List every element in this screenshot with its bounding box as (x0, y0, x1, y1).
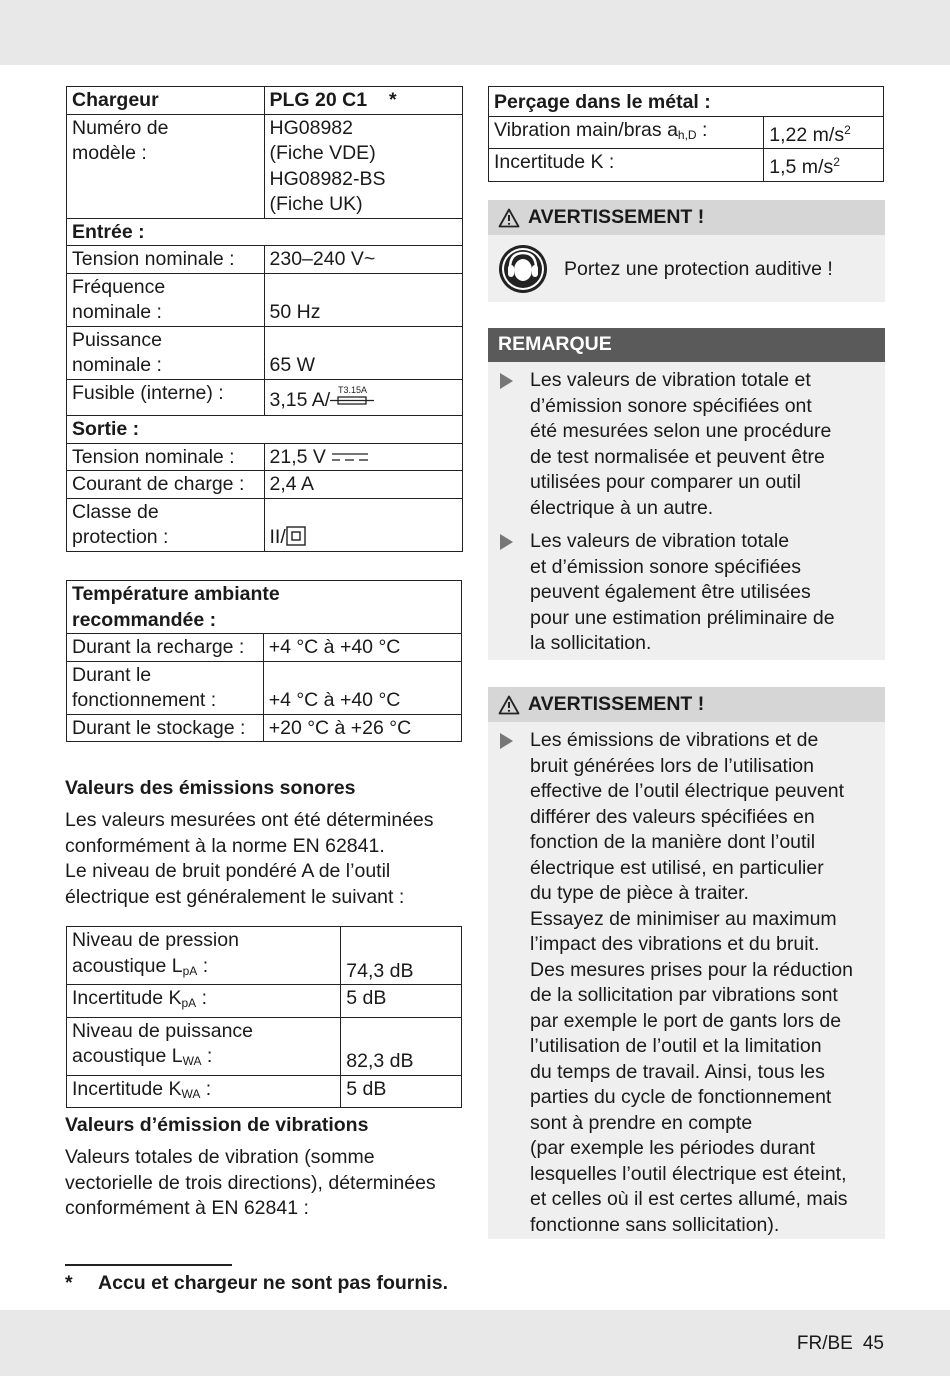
rated-voltage-label: Tension nominale : (67, 246, 265, 274)
label-line: Durant le (72, 663, 152, 686)
bullet-line: effective de l’outil électrique peuvent (530, 780, 845, 802)
power-label (67, 326, 265, 379)
warning-triangle-icon (498, 695, 520, 715)
noise-table (66, 926, 462, 1108)
paragraph-line: Le niveau de bruit pondéré A de l’outil (65, 860, 391, 883)
label-line: acoustique $L_{WA}$ : (72, 1045, 213, 1068)
label-line: nominale : (72, 301, 162, 323)
vibration-uncertainty-value (764, 149, 884, 182)
table-row (489, 116, 884, 149)
frequency-label (67, 273, 265, 326)
footnote-star: * (65, 1272, 73, 1294)
subscript: h,D (677, 127, 697, 142)
power-value: 65 W (264, 326, 463, 379)
model-value-line: (Fiche UK) (269, 193, 363, 215)
table-header-value (264, 87, 463, 115)
protection-label (67, 498, 265, 551)
bullet-line: et d’émission sonore spécifiées (530, 555, 801, 578)
table-row (67, 1017, 462, 1075)
footnote-marker: * (389, 89, 397, 111)
bullet-line: Les valeurs de vibration totale (530, 530, 790, 552)
storage-temp-label: Durant le stockage : (67, 714, 264, 742)
operation-temp-label (67, 661, 264, 714)
table-row (67, 114, 463, 218)
bullet-line: fonction de la manière dont l’outil (530, 831, 816, 853)
temperature-heading (67, 581, 462, 634)
subscript: WA (181, 1086, 201, 1101)
table-row (67, 714, 462, 742)
note-box (488, 328, 885, 660)
bullet-line: pour une estimation préliminaire de (530, 606, 835, 629)
vibration-section-text (65, 1145, 436, 1222)
table-row (67, 471, 463, 499)
vibration-uncertainty-label: Incertitude K : (489, 149, 764, 182)
label-line: acoustique $L_{pA}$ : (72, 954, 209, 978)
bullet-line: sont à prendre en compte (530, 1111, 753, 1134)
pressure-uncertainty-label: Incertitude $K_{pA}$ : (67, 985, 341, 1018)
hearing-warning-box (488, 200, 885, 302)
footnote-divider (65, 1264, 232, 1266)
table-row (67, 246, 463, 274)
superscript: 2 (844, 122, 851, 137)
dc-symbol-icon (331, 450, 369, 464)
bullet-line: (par exemple les périodes durant (530, 1137, 816, 1159)
temperature-table (66, 580, 462, 742)
model-value-line: HG08982-BS (269, 167, 386, 190)
label-text: acoustique L (72, 954, 183, 977)
bullet-arrow-icon (500, 534, 513, 550)
footer-language: FR/BE (796, 1333, 853, 1354)
vibration-section-title: Valeurs d’émission de vibrations (65, 1114, 369, 1136)
model-value-line: (Fiche VDE) (269, 142, 376, 164)
output-voltage-label: Tension nominale : (67, 443, 265, 471)
svg-text:T3.15A: T3.15A (338, 384, 368, 395)
table-row (489, 149, 884, 182)
input-heading: Entrée : (67, 218, 463, 246)
note-bullet (488, 368, 885, 521)
value-text: 1,5 m/s (769, 156, 834, 178)
charger-spec-table (66, 86, 463, 552)
output-voltage-text: 21,5 V (269, 445, 326, 468)
fuse-value-text: 3,15 A/ (269, 388, 331, 411)
warning-triangle-icon (498, 208, 520, 228)
noise-section-title: Valeurs des émissions sonores (65, 777, 356, 799)
bullet-arrow-icon (500, 733, 513, 749)
page-footer (787, 1333, 884, 1355)
charging-temp-value: +4 °C à +40 °C (263, 634, 461, 662)
table-row (67, 634, 462, 662)
metal-drilling-table (488, 86, 884, 182)
warning-bullet (488, 728, 885, 1238)
fuse-symbol-icon (330, 384, 376, 410)
label-text: acoustique L (72, 1045, 183, 1067)
table-row (67, 1075, 462, 1108)
table-row (67, 927, 462, 985)
model-name: PLG 20 C1 (269, 89, 368, 111)
heading-line: recommandée : (72, 608, 217, 631)
subscript: pA (182, 963, 198, 978)
bullet-line: l’utilisation de l’outil et la limitation (530, 1035, 822, 1057)
label-text: Incertitude K (72, 987, 182, 1009)
warning-header (488, 200, 885, 235)
table-row (67, 581, 462, 634)
subscript: pA (181, 996, 197, 1010)
superscript: 2 (833, 155, 840, 169)
table-row (67, 985, 462, 1018)
paragraph-line: électrique est généralement le suivant : (65, 885, 405, 908)
bullet-line: d’émission sonore spécifiées ont (530, 394, 812, 417)
paragraph-line: Les valeurs mesurées ont été déterminées (65, 809, 434, 831)
bullet-line: l’impact des vibrations et du bruit. (530, 933, 820, 955)
model-label-line: Numéro de (72, 116, 169, 139)
paragraph-line: vectorielle de trois directions), déterminées (65, 1171, 436, 1194)
model-value-line: HG08982 (269, 116, 353, 139)
storage-temp-value: +20 °C à +26 °C (263, 714, 461, 742)
label-line: protection : (72, 526, 169, 548)
bullet-arrow-icon (500, 373, 513, 389)
fuse-label: Fusible (interne) : (67, 379, 265, 416)
bullet-line: Les valeurs de vibration totale et (530, 369, 811, 391)
label-text: Vibration main/bras a (494, 118, 678, 141)
bullet-line: différer des valeurs spécifiées en (530, 805, 815, 828)
paragraph-line: conformément à EN 62841 : (65, 1197, 309, 1220)
bullet-line: par exemple le port de gants lors de (530, 1009, 842, 1032)
paragraph-line: Valeurs totales de vibration (somme (65, 1146, 375, 1168)
label-line: nominale : (72, 354, 162, 376)
heading-line: Température ambiante (72, 583, 280, 605)
bullet-line: du type de pièce à traiter. (530, 882, 749, 904)
sound-pressure-value: 74,3 dB (341, 927, 462, 985)
page-number: 45 (862, 1333, 884, 1354)
value-text: 1,22 m/s (769, 123, 845, 146)
bullet-line: parties du cycle de fonctionnement (530, 1086, 832, 1108)
bullet-line: lesquelles l’outil électrique est éteint, (530, 1162, 847, 1185)
table-row (67, 443, 463, 471)
top-band (0, 0, 950, 65)
footnote-text: Accu et chargeur ne sont pas fournis. (98, 1272, 448, 1294)
paragraph-line: conformément à la norme EN 62841. (65, 834, 385, 857)
label-line: Niveau de puissance (72, 1019, 254, 1042)
hearing-protection-icon (498, 244, 548, 294)
label-line: fonctionnement : (72, 689, 217, 711)
bullet-line: la sollicitation. (530, 632, 652, 654)
power-uncertainty-value: 5 dB (341, 1075, 462, 1108)
warning-header (488, 687, 885, 722)
bullet-line: électrique est utilisé, en particulier (530, 856, 824, 879)
metal-drilling-heading: Perçage dans le métal : (489, 87, 884, 117)
table-row (489, 87, 884, 117)
note-header: REMARQUE (488, 328, 885, 362)
vibration-warning-box (488, 687, 885, 1239)
output-heading: Sortie : (67, 416, 463, 444)
vibration-label (489, 116, 764, 149)
warning-body (488, 235, 885, 294)
table-row (67, 498, 463, 551)
double-insulation-icon (286, 526, 306, 546)
warning-title: AVERTISSEMENT ! (528, 693, 705, 715)
table-row (67, 379, 463, 416)
subscript: WA (182, 1054, 202, 1068)
bullet-line: électrique à un autre. (530, 496, 714, 519)
note-bullet (488, 529, 885, 657)
pressure-uncertainty-value: 5 dB (341, 985, 462, 1018)
bullet-line: utilisées pour comparer un outil (530, 471, 801, 493)
charge-current-value: 2,4 A (264, 471, 463, 499)
label-line: Niveau de pression (72, 929, 239, 951)
warning-text: Portez une protection auditive ! (564, 257, 833, 280)
output-voltage-value (264, 443, 463, 471)
bullet-line: Essayez de minimiser au maximum (530, 907, 837, 930)
table-row (67, 218, 463, 246)
label-colon: : (696, 118, 708, 141)
bullet-line: et celles où il est certes allumé, mais (530, 1188, 848, 1210)
sound-power-label (67, 1017, 341, 1075)
bullet-line: bruit générées lors de l’utilisation (530, 754, 814, 777)
label-line: Classe de (72, 500, 159, 523)
bullet-line: du temps de travail. Ainsi, tous les (530, 1060, 825, 1083)
model-label-line: modèle : (72, 142, 147, 164)
power-uncertainty-label: Incertitude $K_{WA}$ : (67, 1075, 341, 1108)
table-header-label: Chargeur (67, 87, 265, 115)
frequency-value: 50 Hz (264, 273, 463, 326)
label-line: Puissance (72, 328, 162, 351)
table-row (67, 87, 463, 115)
bullet-line: été mesurées selon une procédure (530, 420, 832, 442)
charge-current-label: Courant de charge : (67, 471, 265, 499)
model-label (67, 114, 265, 218)
bullet-line: de test normalisée et peuvent être (530, 445, 825, 468)
sound-pressure-label (67, 927, 341, 985)
bullet-line: de la sollicitation par vibrations sont (530, 984, 838, 1006)
warning-title: AVERTISSEMENT ! (528, 206, 705, 228)
fuse-value (264, 379, 463, 416)
label-line: Fréquence (72, 275, 166, 298)
charging-temp-label: Durant la recharge : (67, 634, 264, 662)
table-row (67, 416, 463, 444)
bullet-line: Les émissions de vibrations et de (530, 729, 819, 751)
label-text: Incertitude K (72, 1077, 182, 1100)
rated-voltage-value: 230–240 V~ (264, 246, 463, 274)
table-row (67, 661, 462, 714)
sound-power-value: 82,3 dB (341, 1017, 462, 1075)
bullet-line: fonctionne sans sollicitation). (530, 1213, 780, 1236)
vibration-value (764, 116, 884, 149)
table-row (67, 273, 463, 326)
operation-temp-value: +4 °C à +40 °C (263, 661, 461, 714)
bullet-line: Des mesures prises pour la réduction (530, 958, 853, 981)
footnote (65, 1272, 448, 1295)
table-row (67, 326, 463, 379)
noise-section-text (65, 808, 434, 910)
protection-value-text: II/ (269, 526, 286, 548)
model-values (264, 114, 463, 218)
protection-value (264, 498, 463, 551)
bullet-line: peuvent également être utilisées (530, 581, 811, 603)
